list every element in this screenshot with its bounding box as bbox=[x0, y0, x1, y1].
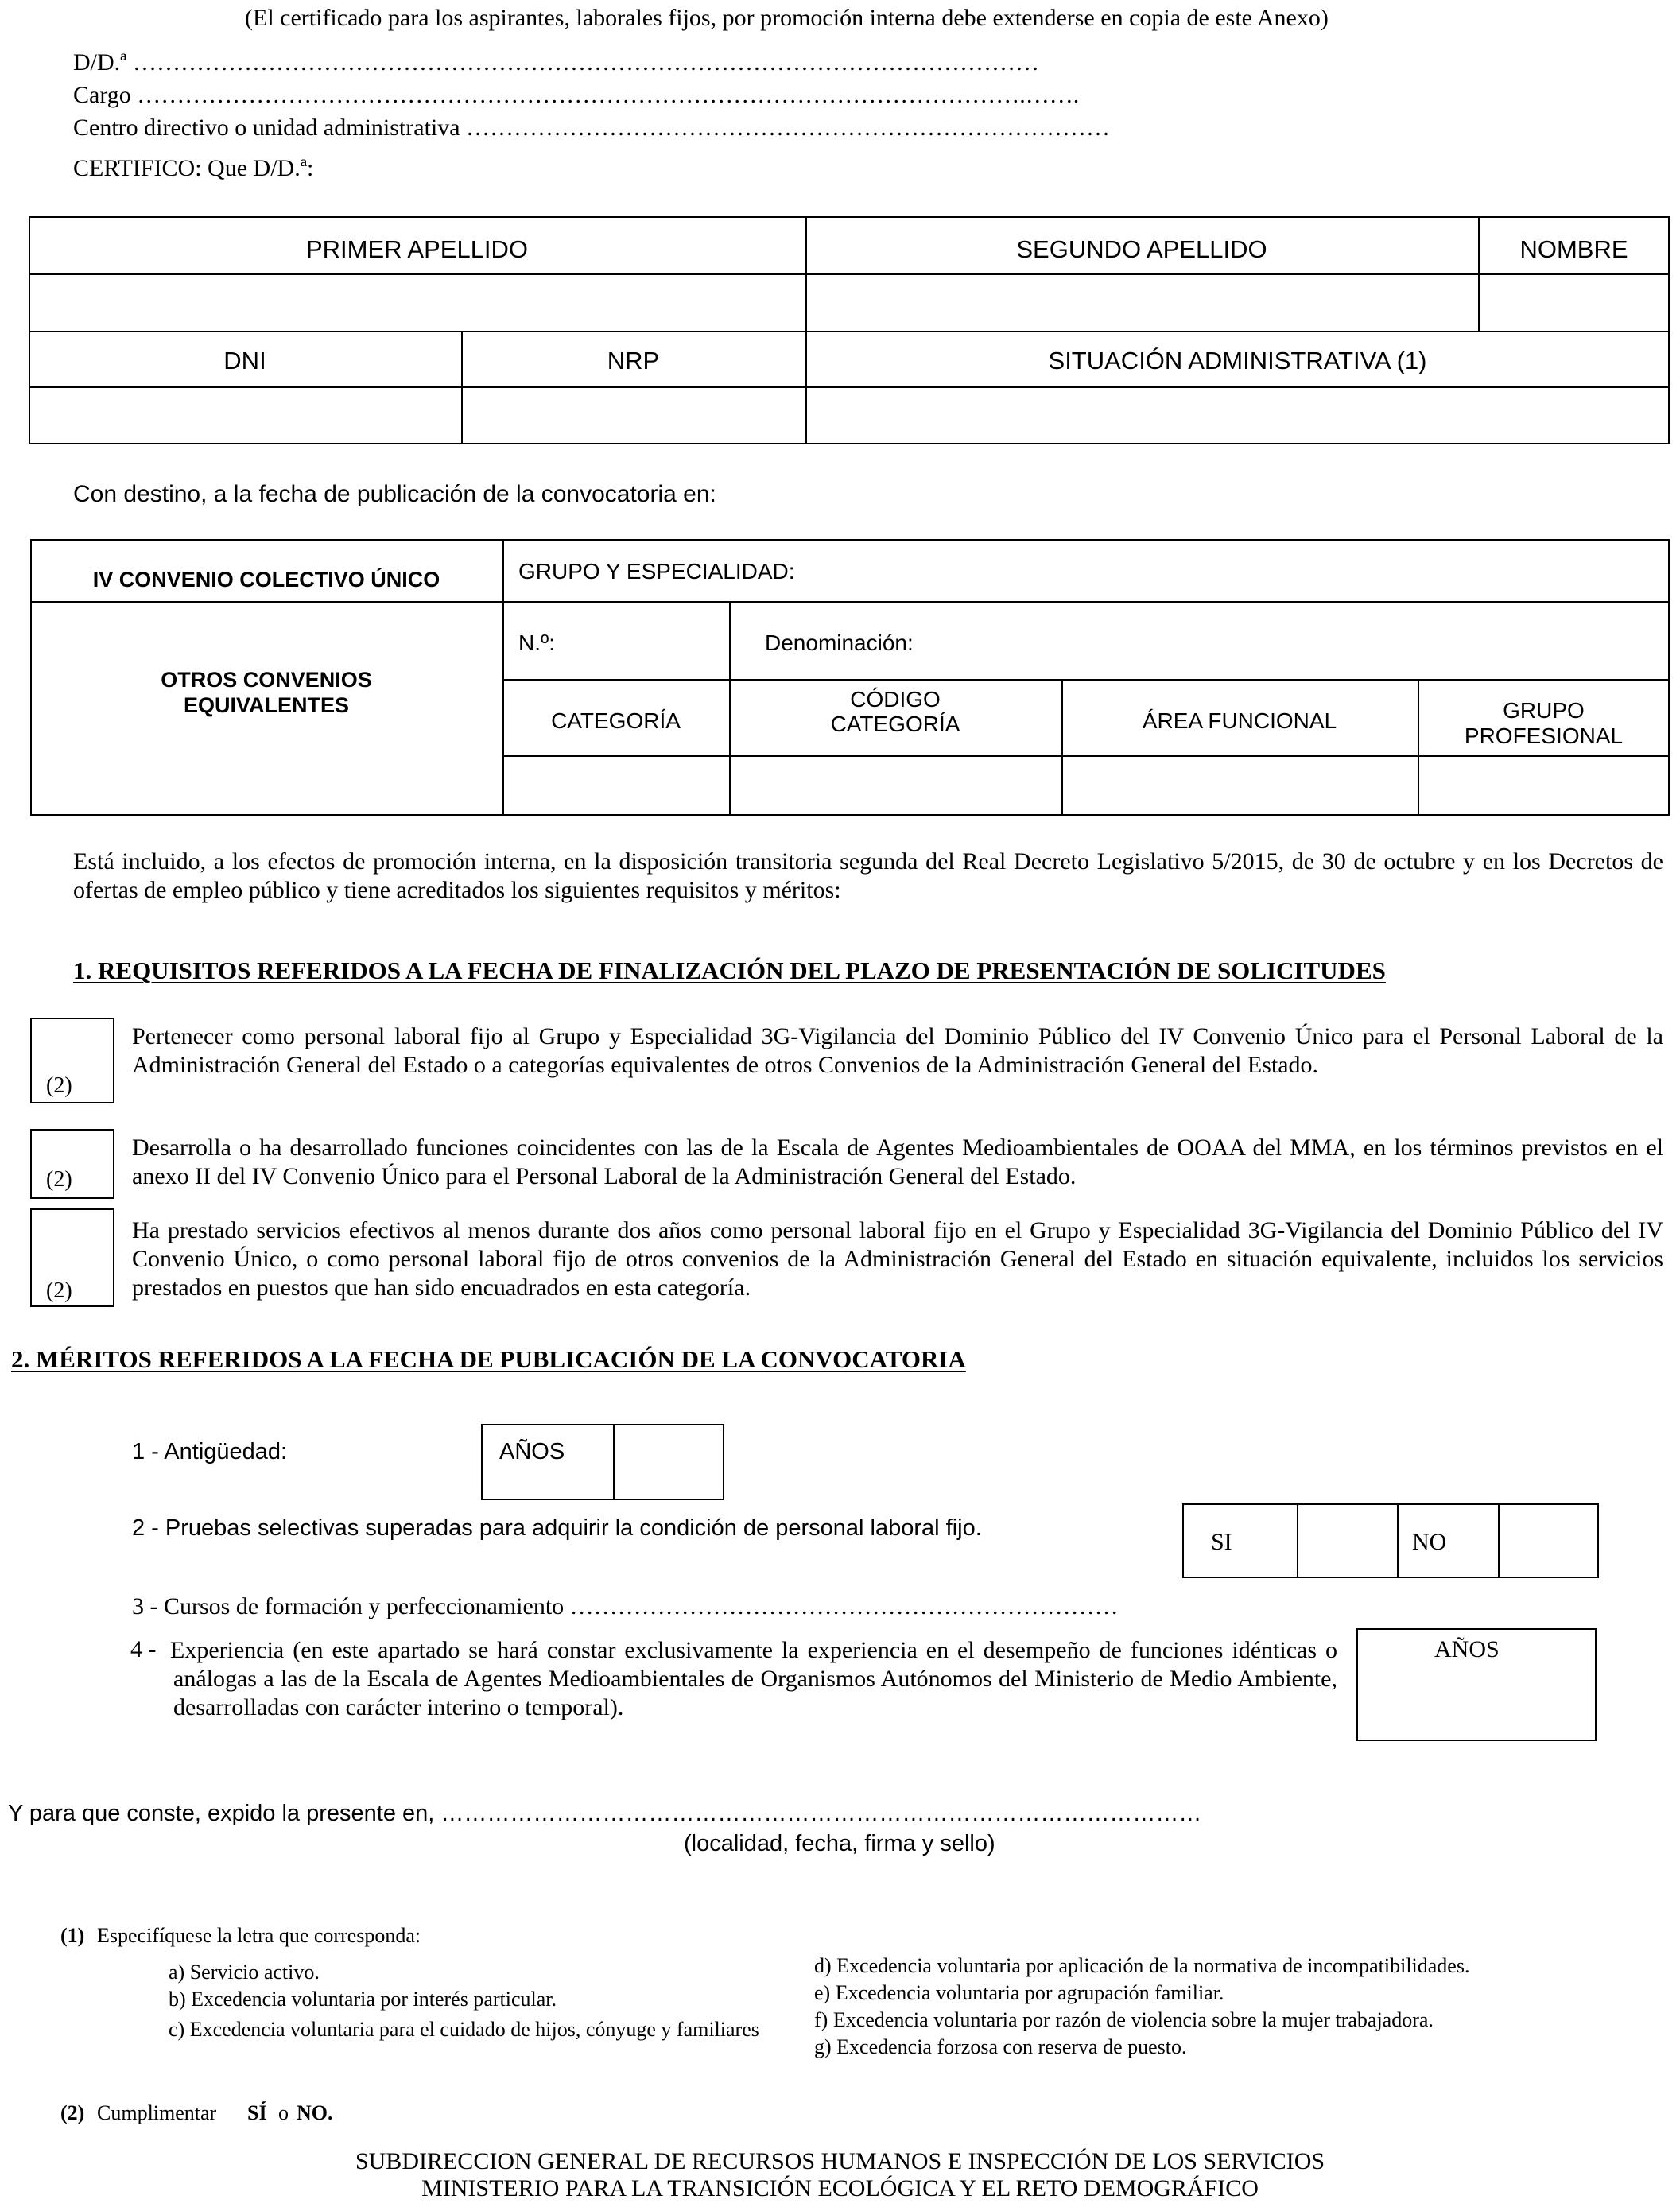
dni-cell[interactable] bbox=[30, 388, 460, 443]
section2-heading: 2. MÉRITOS REFERIDOS A LA FECHA DE PUBLICACIÓN DE LA CONVOCATORIA bbox=[11, 1345, 966, 1373]
requisito-1-checkbox[interactable] bbox=[30, 1018, 114, 1104]
dd-field[interactable]: D/D.ª …………………………………………………………………………………………………… bbox=[73, 49, 1039, 76]
footer-line-1: SUBDIRECCION GENERAL DE RECURSOS HUMANOS E INSPECCIÓN DE LOS SERVICIOS bbox=[355, 2148, 1325, 2174]
experiencia-text: Experiencia (en este apartado se hará constar exclusivamente la experiencia en el desempeño de funciones idénticas o análogas a las de la Escala de Agentes Medioambientales de Organismos Autónomos del Ministerio de Medio Ambiente, desarrolladas con carácter interino o temporal). bbox=[170, 1637, 1337, 1720]
table1-rule bbox=[29, 331, 1670, 332]
pruebas-divider bbox=[1397, 1503, 1399, 1578]
destino-text: Con destino, a la fecha de publicación de la convocatoria en: bbox=[73, 481, 716, 507]
incluido-text: Está incluido, a los efectos de promoción interna, en la disposición transitoria segunda del Real Decreto Legislativo 5/2015, de 30 de octubre y en los Decretos de ofertas de empleo público y tiene acreditados los siguientes requisitos y méritos: bbox=[73, 848, 1663, 903]
footer-line-2: MINISTERIO PARA LA TRANSICIÓN ECOLÓGICA Y EL RETO DEMOGRÁFICO bbox=[421, 2175, 1259, 2201]
requisito-1-mark: (2) bbox=[46, 1073, 72, 1098]
note2-si: SÍ bbox=[247, 2101, 267, 2124]
requisito-2-checkbox[interactable] bbox=[30, 1129, 114, 1199]
requisito-2-mark: (2) bbox=[46, 1167, 72, 1192]
requisito-3-mark: (2) bbox=[46, 1278, 72, 1303]
antiguedad-anos-input[interactable] bbox=[615, 1425, 723, 1499]
note2-number: (2) bbox=[60, 2101, 85, 2124]
note2-no: NO. bbox=[297, 2101, 333, 2124]
grupo-profesional-label: GRUPO bbox=[1503, 698, 1585, 723]
si-label: SI bbox=[1211, 1529, 1232, 1555]
note2-o: o bbox=[278, 2101, 289, 2124]
header-note: (El certificado para los aspirantes, laborales fijos, por promoción interna debe extenderse en copia de este Anexo) bbox=[245, 5, 1329, 31]
col-situacion: SITUACIÓN ADMINISTRATIVA (1) bbox=[1048, 347, 1427, 374]
note1-option-d: d) Excedencia voluntaria por aplicación de la normativa de incompatibilidades. bbox=[814, 1954, 1470, 1977]
no-checkbox[interactable] bbox=[1500, 1505, 1597, 1577]
requisito-1-text: Pertenecer como personal laboral fijo al Grupo y Especialidad 3G-Vigilancia del Dominio Público del IV Convenio Único para el Personal Laboral de la Administración General del Estado o a categorías equivalentes de otros Convenios de la Administración General del Estado. bbox=[132, 1023, 1663, 1078]
note1-text: Especifíquese la letra que corresponda: bbox=[97, 1924, 421, 1947]
experiencia-number: 4 - bbox=[130, 1636, 157, 1662]
requisito-3-text: Ha prestado servicios efectivos al menos durante dos años como personal laboral fijo en el Grupo y Especialidad 3G-Vigilancia del Dominio Público del IV Convenio Único, o como personal laboral fijo de otros convenios de la Administración General del Estado en situación equivalente, incluidos los servicios prestados en puestos que han sido encuadrados en esta categoría. bbox=[132, 1217, 1663, 1301]
section1-heading: 1. REQUISITOS REFERIDOS A LA FECHA DE FINALIZACIÓN DEL PLAZO DE PRESENTACIÓN DE SOLICITUDES bbox=[73, 956, 1386, 984]
experiencia-anos-label: AÑOS bbox=[1434, 1636, 1500, 1662]
antiguedad-anos-label: AÑOS bbox=[499, 1439, 565, 1464]
grupo-especialidad-label: GRUPO Y ESPECIALIDAD: bbox=[518, 559, 795, 584]
table2-rule bbox=[502, 679, 1670, 681]
otros-convenios-label-2: EQUIVALENTES bbox=[183, 693, 350, 717]
categoria-cell[interactable] bbox=[504, 757, 727, 814]
antiguedad-label: 1 - Antigüedad: bbox=[132, 1439, 288, 1464]
col-segundo-apellido: SEGUNDO APELLIDO bbox=[1016, 235, 1267, 263]
note1-option-a: a) Servicio activo. bbox=[169, 1961, 320, 1984]
denominacion-label: Denominación: bbox=[765, 630, 914, 655]
nrp-cell[interactable] bbox=[463, 388, 804, 443]
certifico-label: CERTIFICO: Que D/D.ª: bbox=[73, 155, 314, 181]
col-dni: DNI bbox=[223, 347, 266, 374]
note1-option-c: c) Excedencia voluntaria para el cuidado de hijos, cónyuge y familiares bbox=[169, 2018, 759, 2041]
note1-number: (1) bbox=[60, 1924, 85, 1947]
otros-convenios-label: OTROS CONVENIOS bbox=[161, 668, 372, 692]
requisito-2-text: Desarrolla o ha desarrollado funciones coincidentes con las de la Escala de Agentes Medioambientales de OOAA del MMA, en los términos previstos en el anexo II del IV Convenio Único para el Personal Laboral de la Administración General del Estado. bbox=[132, 1135, 1663, 1189]
convenio-unico-label: IV CONVENIO COLECTIVO ÚNICO bbox=[92, 568, 440, 592]
no-label: NO bbox=[1412, 1529, 1447, 1555]
grupo-profesional-label-2: PROFESIONAL bbox=[1464, 723, 1624, 748]
numero-label: N.º: bbox=[518, 630, 556, 655]
nombre-cell[interactable] bbox=[1480, 275, 1668, 329]
codigo-categoria-label-2: CATEGORÍA bbox=[830, 712, 960, 736]
codigo-categoria-label: CÓDIGO bbox=[850, 687, 941, 712]
col-primer-apellido: PRIMER APELLIDO bbox=[305, 235, 529, 263]
centro-field[interactable]: Centro directivo o unidad administrativa ……………………………………………………………………… bbox=[73, 114, 1111, 141]
categoria-label: CATEGORÍA bbox=[551, 708, 681, 733]
situacion-cell[interactable] bbox=[807, 388, 1668, 443]
si-checkbox[interactable] bbox=[1298, 1505, 1395, 1577]
table2-divider bbox=[729, 601, 731, 679]
expido-field[interactable]: Y para que conste, expido la presente en, ……………………………………………………………………………………… bbox=[8, 1801, 1202, 1826]
area-funcional-label: ÁREA FUNCIONAL bbox=[1142, 708, 1337, 733]
cursos-field[interactable]: 3 - Cursos de formación y perfeccionamiento …………………………………………………………… bbox=[132, 1593, 1119, 1619]
col-nombre: NOMBRE bbox=[1519, 235, 1628, 263]
requisito-3-checkbox[interactable] bbox=[30, 1208, 114, 1307]
codigo-categoria-cell[interactable] bbox=[731, 757, 1060, 814]
cargo-field[interactable]: Cargo ………………………………………………………………………………………………….……. bbox=[73, 82, 1080, 108]
note1-option-e: e) Excedencia voluntaria por agrupación familiar. bbox=[814, 1981, 1224, 2004]
area-funcional-cell[interactable] bbox=[1063, 757, 1416, 814]
col-nrp: NRP bbox=[607, 347, 660, 374]
grupo-profesional-cell[interactable] bbox=[1419, 757, 1668, 814]
note1-option-g: g) Excedencia forzosa con reserva de puesto. bbox=[814, 2035, 1187, 2058]
primer-segundo-apellido-cell[interactable] bbox=[30, 275, 1476, 329]
note1-option-f: f) Excedencia voluntaria por razón de violencia sobre la mujer trabajadora. bbox=[814, 2008, 1434, 2031]
pruebas-label: 2 - Pruebas selectivas superadas para adquirir la condición de personal laboral fijo. bbox=[132, 1515, 982, 1541]
note2-text: Cumplimentar bbox=[97, 2101, 217, 2124]
table2-rule bbox=[30, 601, 1670, 603]
note1-option-b: b) Excedencia voluntaria por interés particular. bbox=[169, 1988, 557, 2011]
expido-caption: (localidad, fecha, firma y sello) bbox=[684, 1831, 995, 1856]
